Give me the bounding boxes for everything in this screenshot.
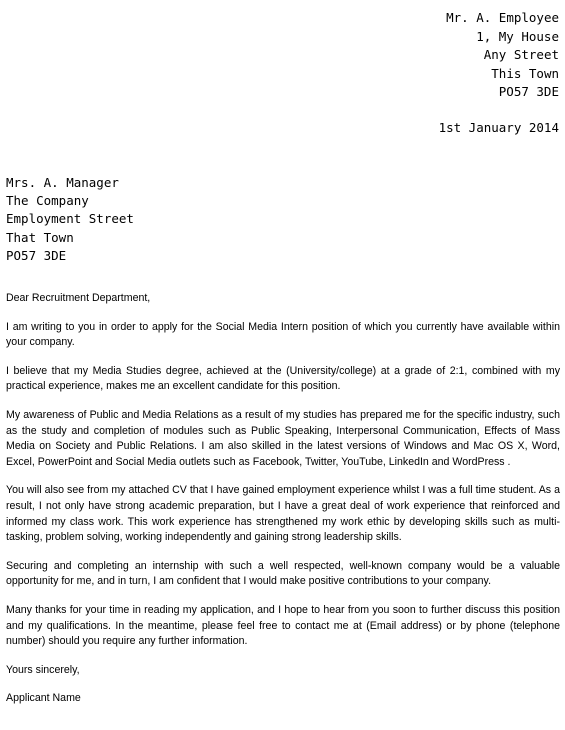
recipient-name: Mrs. A. Manager <box>6 175 119 190</box>
sender-address <box>446 9 559 102</box>
sender-postcode: PO57 3DE <box>498 84 559 99</box>
recipient-street: Employment Street <box>6 211 134 227</box>
paragraph-intro: I am writing to you in order to apply for the Social Media Intern position of which you currently have available within your company. <box>6 320 560 349</box>
recipient-company: The Company <box>6 193 89 209</box>
paragraph-opportunity: Securing and completing an internship with such a well respected, well-known company would be a valuable opportunity for me, and in turn, I am confident that I would make positive contributions to your company. <box>6 559 560 588</box>
paragraph-skills: My awareness of Public and Media Relations as a result of my studies has prepared me for the specific industry, such as the study and completion of modules such as Public Speaking, Interpersonal Communication, Effects of Mass Media on Society and Public Relations. I am also skilled in the latest versions of Windows and Mac OS X, Word, Excel, PowerPoint and Social Media outlets such as Facebook, Twitter, YouTube, LinkedIn and WordPress . <box>6 408 560 468</box>
paragraph-degree: I believe that my Media Studies degree, achieved at the (University/college) at a grade of 2:1, combined with my practical experience, makes me an excellent candidate for this position. <box>6 364 560 393</box>
closing: Yours sincerely, <box>6 663 80 676</box>
salutation: Dear Recruitment Department, <box>6 292 151 304</box>
letter-date: 1st January 2014 <box>438 120 559 135</box>
recipient-address <box>6 174 134 265</box>
sender-address-line-1: 1, My House <box>476 28 559 44</box>
paragraph-thanks: Many thanks for your time in reading my application, and I hope to hear from you soon to further discuss this position and my qualifications. In the meantime, please feel free to contact me at (Email address) or by phone (telephone number) should you require any further information. <box>6 603 560 648</box>
paragraph-experience: You will also see from my attached CV that I have gained employment experience whilst I was a full time student. As a result, I not only have strong academic preparation, but I have a great deal of work experience that reinforced and informed my class work. This work experience has strengthened my work ethic by developing skills such as multi-tasking, problem solving, working independently and gaining strong leadership skills. <box>6 484 560 544</box>
recipient-postcode: PO57 3DE <box>6 247 67 263</box>
signature: Applicant Name <box>6 692 81 705</box>
recipient-town: That Town <box>6 229 74 245</box>
letter-body <box>6 291 560 720</box>
sender-town: This Town <box>491 65 559 81</box>
sender-address-line-2: Any Street <box>483 47 559 62</box>
sender-name: Mr. A. Employee <box>446 10 559 25</box>
